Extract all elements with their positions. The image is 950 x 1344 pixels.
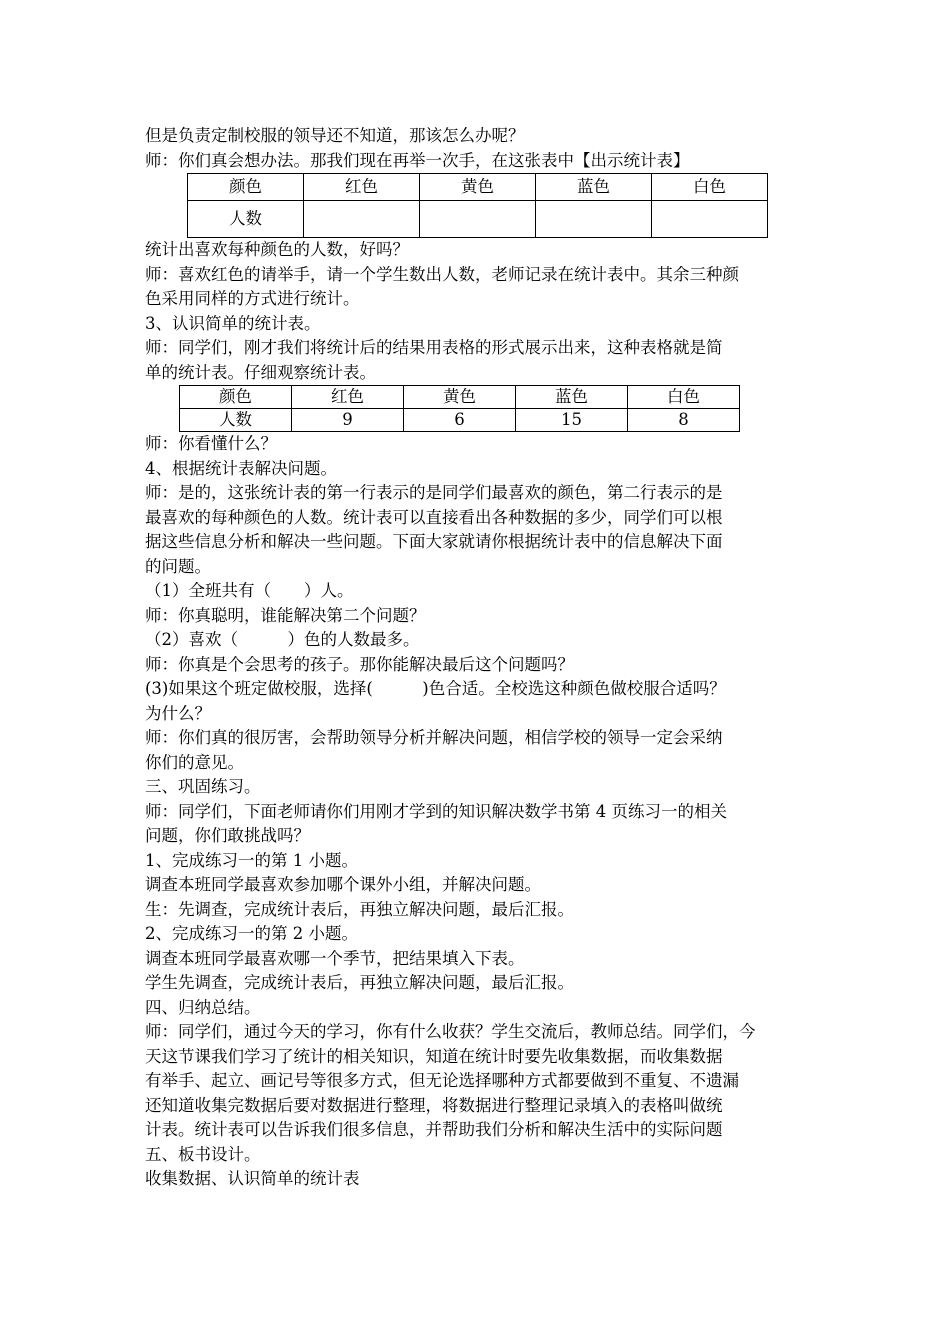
paragraph-group-a [145, 124, 810, 173]
text-line: （2）喜欢（ ）色的人数最多。 [145, 630, 420, 649]
text-line: 三、巩固练习。 [145, 777, 261, 796]
text-line: 还知道收集完数据后要对数据进行整理，将数据进行整理记录填入的表格叫做统 [145, 1095, 723, 1115]
table-row [188, 201, 768, 238]
table-cell: 红色 [304, 174, 420, 201]
text-line: 四、归纳总结。 [145, 997, 261, 1017]
text-line: 调查本班同学最喜欢哪一个季节，把结果填入下表。 [145, 948, 525, 968]
text-line: 单的统计表。仔细观察统计表。 [145, 362, 376, 382]
text-line: 师：你们真的很厉害，会帮助领导分析并解决问题，相信学校的领导一定会采纳 [145, 728, 723, 747]
text-line: 师：你真是个会思考的孩子。那你能解决最后这个问题吗？ [145, 654, 574, 674]
text-line: 色采用同样的方式进行统计。 [145, 289, 360, 308]
text-line: 师：同学们，刚才我们将统计后的结果用表格的形式展示出来，这种表格就是简 [145, 338, 723, 357]
text-line: 学生先调查，完成统计表后，再独立解决问题，最后汇报。 [145, 973, 574, 992]
text-line: 师：你们真会想办法。那我们现在再举一次手，在这张表中【出示统计表】 [145, 150, 690, 170]
text-line: 1、完成练习一的第 1 小题。 [145, 850, 358, 870]
text-line: (3)如果这个班定做校服，选择( )色合适。全校选这种颜色做校服合适吗？ [145, 679, 726, 698]
text-line: 调查本班同学最喜欢参加哪个课外小组，并解决问题。 [145, 875, 541, 894]
text-line: 师：喜欢红色的请举手，请一个学生数出人数，老师记录在统计表中。其余三种颜 [145, 264, 739, 284]
table-header-row [188, 174, 768, 201]
text-line: 计表。统计表可以告诉我们很多信息，并帮助我们分析和解决生活中的实际问题 [145, 1120, 723, 1139]
table-cell: 8 [628, 409, 740, 432]
paragraph-group-b [145, 238, 810, 385]
text-line: 师：你看懂什么？ [145, 434, 277, 453]
table-cell: 黄色 [420, 174, 536, 201]
text-line: 收集数据、认识简单的统计表 [145, 1169, 360, 1188]
text-line: 4、根据统计表解决问题。 [145, 458, 337, 478]
table-cell: 15 [516, 409, 628, 432]
text-line: 师：你真聪明，谁能解决第二个问题？ [145, 605, 426, 625]
table-cell [304, 201, 420, 238]
text-line: 师：同学们，下面老师请你们用刚才学到的知识解决数学书第 4 页练习一的相关 [145, 801, 727, 821]
table-cell [420, 201, 536, 238]
text-line: 2、完成练习一的第 2 小题。 [145, 924, 358, 943]
table-cell: 白色 [628, 386, 740, 409]
blank-statistics-table [187, 173, 768, 238]
text-line: 的问题。 [145, 556, 211, 576]
table-cell: 9 [292, 409, 404, 432]
table-cell: 人数 [180, 409, 292, 432]
text-line: 天这节课我们学习了统计的相关知识，知道在统计时要先收集数据，而收集数据 [145, 1046, 723, 1066]
text-line: 师：同学们，通过今天的学习，你有什么收获？学生交流后，教师总结。同学们，今 [145, 1022, 756, 1041]
table-cell: 6 [404, 409, 516, 432]
table-cell: 人数 [188, 201, 304, 238]
table-cell: 蓝色 [516, 386, 628, 409]
document-body [145, 124, 810, 1192]
text-line: 据这些信息分析和解决一些问题。下面大家就请你根据统计表中的信息解决下面 [145, 532, 723, 551]
text-line: 为什么？ [145, 703, 211, 723]
text-line: 最喜欢的每种颜色的人数。统计表可以直接看出各种数据的多少，同学们可以根 [145, 507, 723, 527]
table-cell: 颜色 [188, 174, 304, 201]
text-line: 生：先调查，完成统计表后，再独立解决问题，最后汇报。 [145, 899, 574, 919]
table-cell: 蓝色 [536, 174, 652, 201]
table-cell [652, 201, 768, 238]
table-cell: 白色 [652, 174, 768, 201]
text-line: （1）全班共有（ ）人。 [145, 581, 354, 600]
text-line: 3、认识简单的统计表。 [145, 313, 321, 333]
text-line: 师：是的，这张统计表的第一行表示的是同学们最喜欢的颜色，第二行表示的是 [145, 483, 723, 502]
table-cell [536, 201, 652, 238]
paragraph-group-c [145, 432, 810, 1192]
text-line: 你们的意见。 [145, 752, 244, 772]
table-cell: 黄色 [404, 386, 516, 409]
text-line: 问题，你们敢挑战吗？ [145, 826, 310, 845]
filled-statistics-table [179, 385, 740, 432]
table-header-row [180, 386, 740, 409]
table-row [180, 409, 740, 432]
text-line: 有举手、起立、画记号等很多方式，但无论选择哪种方式都要做到不重复、不遗漏 [145, 1071, 739, 1090]
text-line: 五、板书设计。 [145, 1144, 261, 1164]
table-cell: 颜色 [180, 386, 292, 409]
text-line: 统计出喜欢每种颜色的人数，好吗？ [145, 240, 409, 259]
text-line: 但是负责定制校服的领导还不知道，那该怎么办呢？ [145, 126, 525, 145]
table-cell: 红色 [292, 386, 404, 409]
